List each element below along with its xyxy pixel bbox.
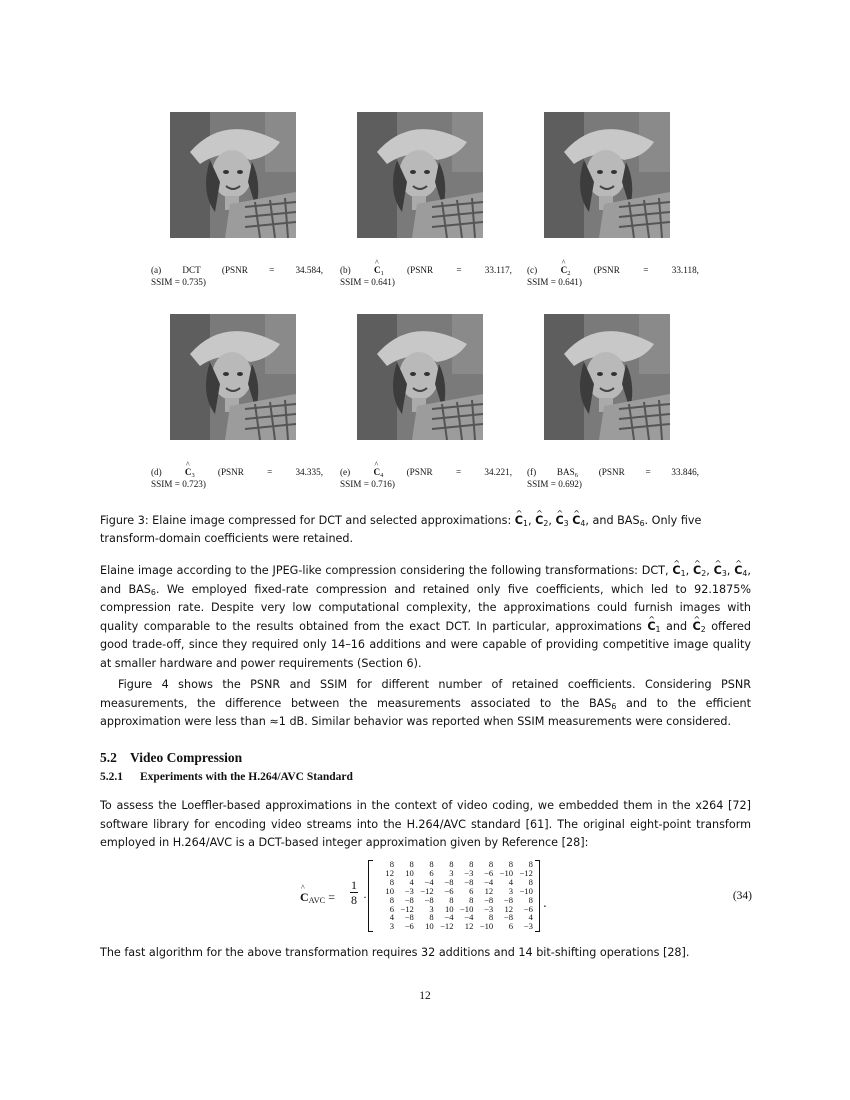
equation-fraction: $\frac{1}{8}$ — [351, 878, 357, 907]
matrix-cell: 4 — [389, 912, 394, 923]
matrix-cell: 8 — [528, 894, 533, 905]
matrix-cell: −6 — [444, 885, 454, 896]
matrix-cell: 10 — [425, 921, 434, 932]
matrix-cell: −8 — [404, 912, 414, 923]
matrix-cell: −3 — [464, 867, 474, 878]
matrix-row — [369, 896, 539, 905]
matrix-cell: −10 — [519, 885, 533, 896]
figure-image-3 — [544, 112, 670, 238]
matrix-cell: −8 — [503, 912, 514, 923]
matrix-cell: −8 — [464, 876, 474, 887]
figure-image-1 — [170, 112, 296, 238]
figure-image-6 — [544, 314, 670, 440]
matrix-row — [369, 860, 539, 869]
matrix-cell: 6 — [508, 921, 514, 932]
matrix-cell: 8 — [409, 859, 414, 869]
matrix-cell: −10 — [499, 867, 514, 878]
matrix-cell: −4 — [464, 912, 474, 923]
matrix-cell: 12 — [385, 867, 394, 878]
matrix-cell: 6 — [429, 867, 434, 878]
matrix-cell: 3 — [508, 885, 514, 896]
matrix-cell: 8 — [469, 894, 474, 905]
matrix-cell: 8 — [528, 859, 533, 869]
matrix-row — [369, 869, 539, 878]
matrix-cell: 8 — [429, 859, 434, 869]
matrix-cell: 6 — [469, 885, 474, 896]
subfigure-caption-4: (d) ^ $C_3$ (PSNR = 34.335, SSIM = 0.723) — [151, 466, 323, 490]
matrix-cell: −3 — [523, 921, 533, 932]
matrix-cell: 4 — [508, 876, 514, 887]
figure-image-4 — [170, 314, 296, 440]
matrix-cell: 8 — [389, 859, 394, 869]
matrix-cell: 8 — [508, 859, 514, 869]
subfigure-caption-1: (a) DCT (PSNR = 34.584, SSIM = 0.735) — [151, 265, 323, 287]
matrix-cell: 4 — [409, 876, 414, 887]
matrix-cell: −8 — [503, 894, 514, 905]
equation-number: (34) — [732, 890, 752, 902]
matrix-cell: −12 — [400, 903, 414, 914]
section-heading: 5.2 Video Compression — [100, 750, 243, 765]
equation-dot: · — [363, 890, 367, 904]
matrix-cell: −6 — [404, 921, 414, 932]
matrix-row — [369, 913, 539, 922]
subsection-heading: 5.2.1 Experiments with the H.264/AVC Standard — [100, 771, 353, 783]
figure-caption: Figure 3: Elaine image compressed for DCT and selected approximations: ^ $C_1$, ^ $C_2$, ^ $C_3$ ^ $C_4$, and $BAS_6$. Only five transform-domain coefficients were retained. — [100, 512, 751, 548]
matrix-cell: −3 — [484, 903, 494, 914]
paragraph-results: Elaine image according to the JPEG-like compression considering the following transformations: DCT, ^ $C_1$, ^ $C_2$, ^ $C_3$, ^ $C_4$, and $BAS_6$. We employed fixed-rate compression and retained only five coefficients, which led to 92.1875% compression rate. Despite very low computational complexity, the approximations could furnish images with quality comparable to the results obtained from the exact DCT. In particular, approximations ^ $C_1$ and ^ $C_2$ offered good trade-off, since they required only 14–16 additions and were capable of providing competitive image quality at smaller hardware and power requirements (Section 6). — [100, 562, 751, 674]
matrix-cell: 12 — [504, 903, 514, 914]
figure-image-2 — [357, 112, 483, 238]
matrix-row — [369, 922, 539, 931]
matrix-cell: −4 — [444, 912, 454, 923]
figure-image-5 — [357, 314, 483, 440]
matrix-cell: −12 — [519, 867, 533, 878]
matrix-cell: 3 — [449, 867, 454, 878]
matrix-cell: 8 — [469, 859, 474, 869]
matrix-cell: −3 — [404, 885, 414, 896]
subfigure-caption-3: (c) ^ $C_2$ (PSNR = 33.118, SSIM = 0.641) — [527, 264, 699, 288]
equation-34 — [300, 860, 752, 940]
matrix-cell: 8 — [488, 912, 494, 923]
matrix-cell: −8 — [484, 894, 494, 905]
matrix-cell: 8 — [488, 859, 494, 869]
page-number: 12 — [419, 990, 431, 1002]
equation-lhs: ^ $C_{AVC}$ = — [300, 890, 335, 905]
matrix-cell: −8 — [404, 894, 414, 905]
matrix-cell: 12 — [484, 885, 494, 896]
matrix-cell: −6 — [523, 903, 533, 914]
matrix-cell: 8 — [528, 876, 533, 887]
matrix-cell: −12 — [440, 921, 454, 932]
matrix-row — [369, 905, 539, 914]
paragraph-fast-algorithm: The fast algorithm for the above transformation requires 32 additions and 14 bit-shifting operations [28]. — [100, 946, 690, 959]
matrix-cell: 10 — [444, 903, 454, 914]
matrix-row — [369, 887, 539, 896]
matrix-cell: 3 — [429, 903, 434, 914]
subfigure-caption-2: (b) ^ $C_1$ (PSNR = 33.117, SSIM = 0.641) — [340, 264, 512, 288]
matrix-cell: 8 — [389, 876, 394, 887]
matrix-cell: 6 — [389, 903, 394, 914]
transform-matrix — [368, 860, 540, 932]
matrix-cell: 8 — [449, 894, 454, 905]
matrix-cell: −6 — [484, 867, 494, 878]
equation-period: . — [543, 896, 547, 910]
matrix-cell: −12 — [420, 885, 434, 896]
matrix-cell: 8 — [389, 894, 394, 905]
matrix-cell: −4 — [424, 876, 434, 887]
subfigure-caption-5: (e) ^ $C_4$ (PSNR = 34.221, SSIM = 0.716) — [340, 466, 512, 490]
matrix-cell: −8 — [444, 876, 454, 887]
matrix-cell: −8 — [424, 894, 434, 905]
matrix-cell: 8 — [429, 912, 434, 923]
matrix-cell: 8 — [449, 859, 454, 869]
matrix-cell: 3 — [389, 921, 394, 932]
matrix-cell: 10 — [405, 867, 414, 878]
paragraph-video: To assess the Loeffler-based approximations in the context of video coding, we embedded them in the x264 [72] software library for encoding video streams into the H.264/AVC standard [61]. The original eight-point transform employed in H.264/AVC is a DCT-based integer approximation given by Reference [28]: — [100, 799, 751, 850]
matrix-row — [369, 878, 539, 887]
matrix-cell: 4 — [528, 912, 533, 923]
subfigure-caption-6: (f) $BAS_6$ (PSNR = 33.846, SSIM = 0.692) — [527, 467, 699, 489]
matrix-cell: −10 — [459, 903, 474, 914]
paragraph-psnr: Figure 4 shows the PSNR and SSIM for different number of retained coefficients. Considering PSNR measurements, the difference between the measurements associated to the $BAS_6$ and to the efficient approximation were less than ≈1 dB. Similar behavior was reported when SSIM measurements were considered. — [100, 678, 751, 729]
matrix-cell: −10 — [479, 921, 494, 932]
matrix-cell: 10 — [385, 885, 394, 896]
matrix-cell: −4 — [484, 876, 494, 887]
matrix-cell: 12 — [464, 921, 474, 932]
